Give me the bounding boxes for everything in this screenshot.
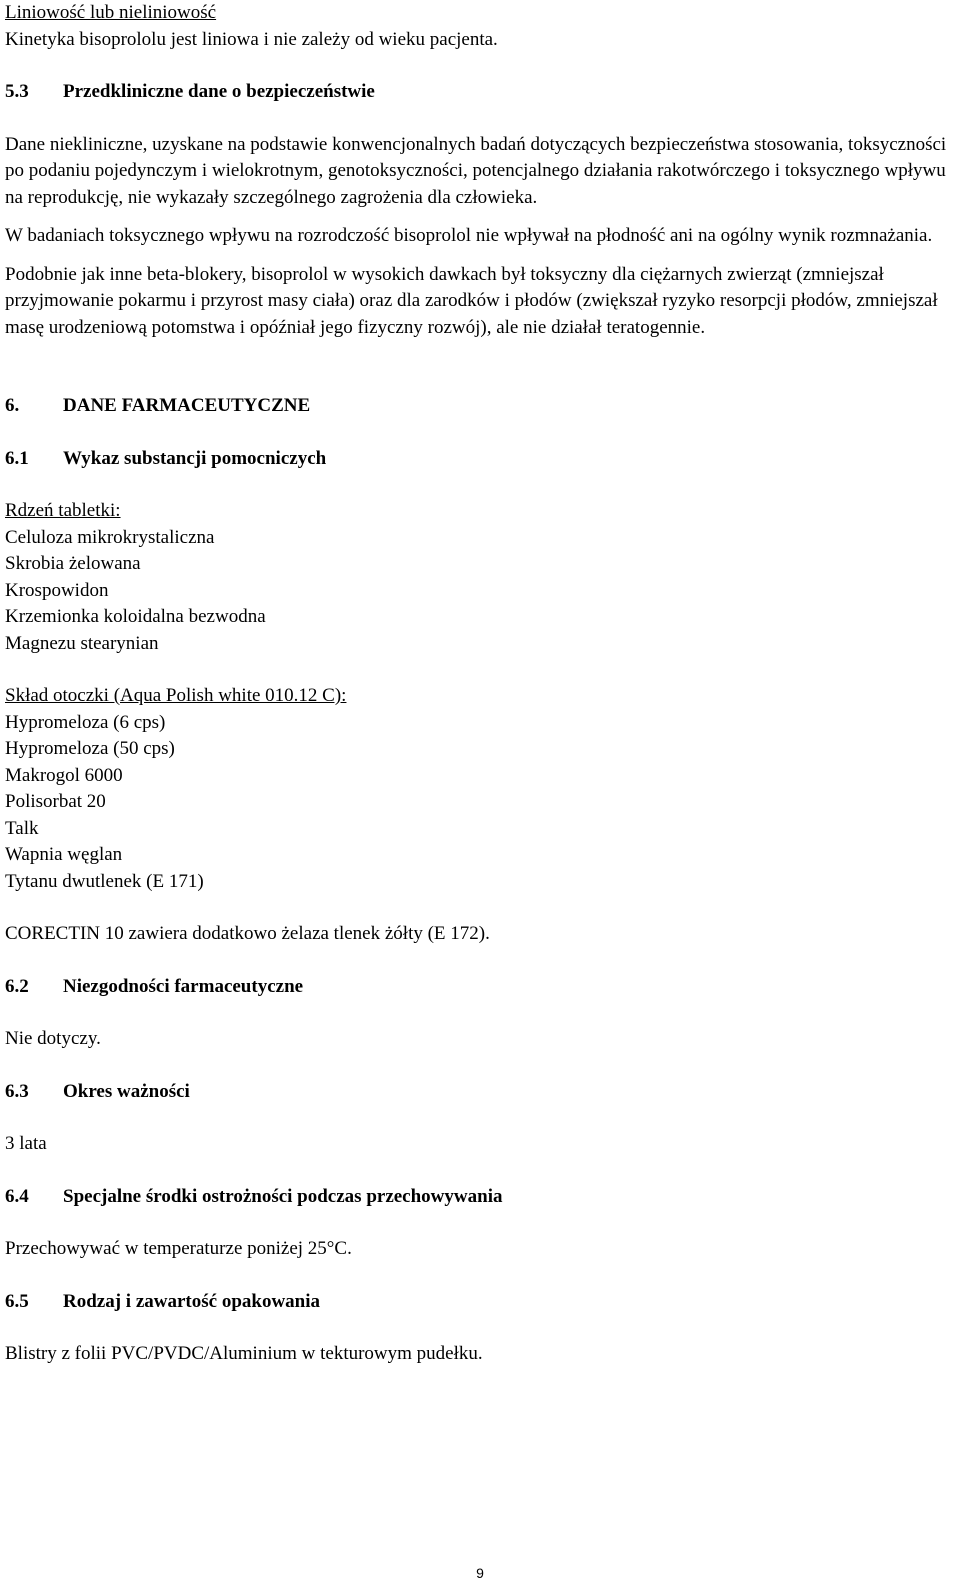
section-title: Okres ważności (63, 1080, 190, 1102)
core-excipients (5, 498, 955, 657)
section-title: Przedkliniczne dane o bezpieczeństwie (63, 81, 375, 102)
section-number: 6.5 (5, 1290, 29, 1312)
section-title: Rodzaj i zawartość opakowania (63, 1290, 321, 1312)
section-number: 6. (5, 395, 20, 416)
linearity-title: Liniowość lub nieliniowość (5, 2, 217, 23)
core-label: Rdzeń tabletki: (5, 500, 121, 521)
section-6-5-heading (5, 1289, 955, 1316)
section-title: DANE FARMACEUTYCZNE (63, 395, 311, 416)
list-item: Celuloza mikrokrystaliczna (5, 526, 215, 548)
section-5-3-heading (5, 79, 955, 106)
section-title: Wykaz substancji pomocniczych (63, 447, 327, 469)
incompatibilities-text: Nie dotyczy. (5, 1028, 101, 1049)
section-linearity (5, 0, 955, 53)
additional-note: CORECTIN 10 zawiera dodatkowo żelaza tlenek żółty (E 172). (5, 923, 490, 944)
linearity-text: Kinetyka bisoprololu jest liniowa i nie zależy od wieku pacjenta. (5, 28, 498, 50)
list-item: Krospowidon (5, 579, 109, 601)
list-item: Hypromeloza (6 cps) (5, 711, 166, 733)
section-number: 6.4 (5, 1185, 29, 1207)
page-number: 9 (476, 1565, 484, 1581)
list-item: Makrogol 6000 (5, 764, 123, 786)
list-item: Wapnia węglan (5, 844, 123, 865)
list-item: Krzemionka koloidalna bezwodna (5, 606, 266, 627)
packaging-text: Blistry z folii PVC/PVDC/Aluminium w tekturowym pudełku. (5, 1343, 483, 1364)
section-number: 6.1 (5, 447, 29, 469)
storage-text: Przechowywać w temperaturze poniżej 25°C. (5, 1238, 352, 1259)
list-item: Talk (5, 817, 39, 839)
list-item: Polisorbat 20 (5, 791, 106, 812)
coat-label: Skład otoczki (Aqua Polish white 010.12 C): (5, 685, 347, 706)
coating-excipients (5, 683, 955, 895)
list-item: Skrobia żelowana (5, 553, 141, 574)
preclinical-paragraph-3: Podobnie jak inne beta-blokery, bisoprolol w wysokich dawkach był toksyczny dla ciężarnych zwierząt (zmniejszał przyjmowanie pokarmu i przyrost masy ciała) oraz dla zarodków i płodów (zwiększał ryzyko resorpcji płodów, zmniejszał masę urodzeniową potomstwa i opóźniał jego fizyczny rozwój), ale nie działał teratogennie. (5, 263, 938, 338)
document-page (5, 0, 955, 1368)
section-title: Specjalne środki ostrożności podczas przechowywania (63, 1185, 503, 1207)
list-item: Magnezu stearynian (5, 632, 159, 654)
preclinical-paragraph-1: Dane niekliniczne, uzyskane na podstawie konwencjonalnych badań dotyczących bezpieczeństwa stosowania, toksyczności po podaniu pojedynczym i wielokrotnym, genotoksyczności, potencjalnego działania rakotwórczego i toksycznego wpływu na reprodukcję, nie wykazały szczególnego zagrożenia dla człowieka. (5, 133, 947, 208)
section-6-heading (5, 393, 955, 420)
section-title: Niezgodności farmaceutyczne (63, 975, 304, 997)
section-6-3-heading (5, 1079, 955, 1106)
list-item: Hypromeloza (50 cps) (5, 738, 175, 759)
section-number: 5.3 (5, 81, 29, 102)
section-6-1-heading (5, 446, 955, 473)
section-6-2-heading (5, 974, 955, 1001)
section-6-4-heading (5, 1184, 955, 1211)
shelf-life-text: 3 lata (5, 1133, 47, 1154)
section-number: 6.3 (5, 1080, 29, 1102)
list-item: Tytanu dwutlenek (E 171) (5, 870, 204, 892)
preclinical-paragraph-2: W badaniach toksycznego wpływu na rozrodczość bisoprolol nie wpływał na płodność ani na ogólny wynik rozmnażania. (5, 225, 933, 246)
section-number: 6.2 (5, 975, 29, 997)
